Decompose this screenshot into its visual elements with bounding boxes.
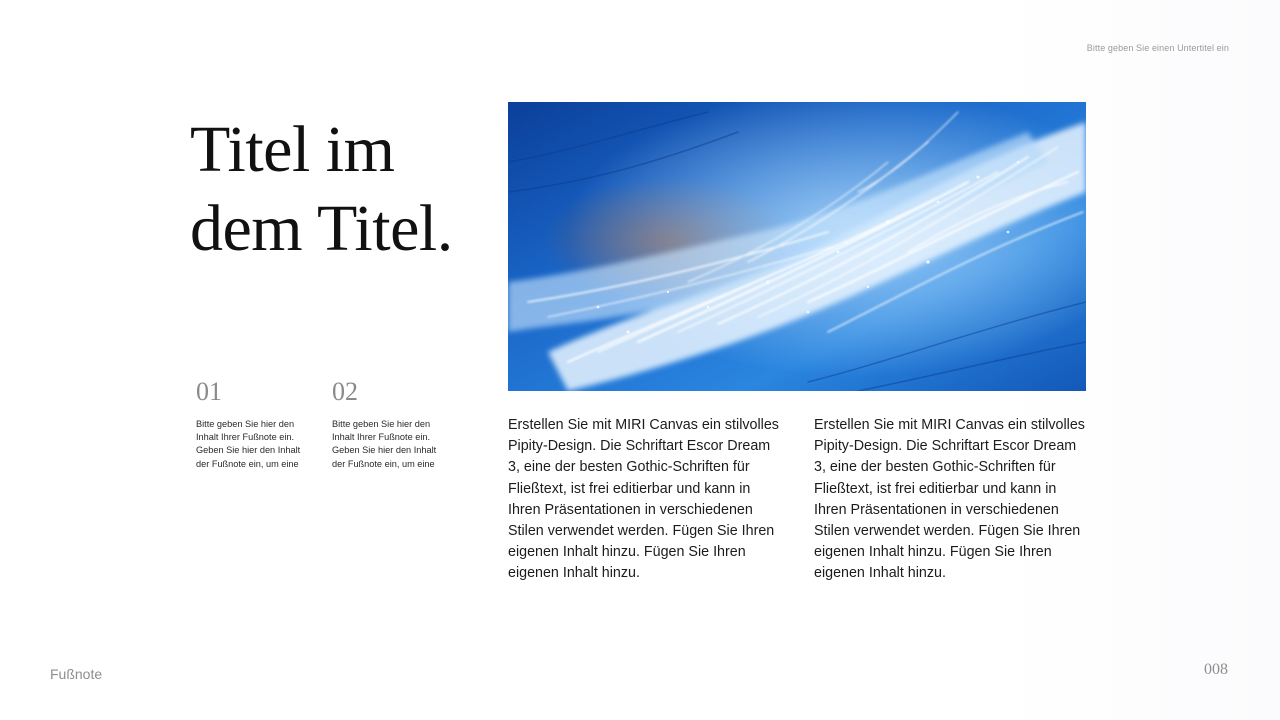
footnote-text: Bitte geben Sie hier den Inhalt Ihrer Fußnote ein. Geben Sie hier den Inhalt der Fußnote ein, um eine <box>332 419 437 469</box>
ocean-wave-image[interactable] <box>508 102 1086 391</box>
footnote-number: 02 <box>332 377 358 406</box>
footnote-item-01[interactable] <box>196 378 314 471</box>
footer-footnote[interactable]: Fußnote <box>50 666 103 682</box>
title-line-1: Titel im <box>190 113 395 186</box>
wave-illustration <box>508 102 1086 391</box>
slide-title[interactable] <box>190 110 490 268</box>
title-line-2: dem Titel. <box>190 192 453 265</box>
body-text-column-1[interactable]: Erstellen Sie mit MIRI Canvas ein stilvolles Pipity-Design. Die Schriftart Escor Dream 3, eine der besten Gothic-Schriften für Fließtext, ist frei editierbar und kann in Ihren Präsentationen in verschiedenen Stilen verwendet werden. Fügen Sie Ihren eigenen Inhalt hinzu. Fügen Sie Ihren eigenen Inhalt hinzu. <box>508 417 779 582</box>
footnote-text: Bitte geben Sie hier den Inhalt Ihrer Fußnote ein. Geben Sie hier den Inhalt der Fußnote ein, um eine <box>196 419 301 469</box>
body-text-column-2[interactable]: Erstellen Sie mit MIRI Canvas ein stilvolles Pipity-Design. Die Schriftart Escor Dream 3, eine der besten Gothic-Schriften für Fließtext, ist frei editierbar und kann in Ihren Präsentationen in verschiedenen Stilen verwendet werden. Fügen Sie Ihren eigenen Inhalt hinzu. Fügen Sie Ihren eigenen Inhalt hinzu. <box>814 417 1085 582</box>
page-number: 008 <box>1204 661 1228 678</box>
slide-subtitle[interactable]: Bitte geben Sie einen Untertitel ein <box>1086 43 1229 53</box>
footnote-number: 01 <box>196 377 222 406</box>
footnote-item-02[interactable] <box>332 378 450 471</box>
